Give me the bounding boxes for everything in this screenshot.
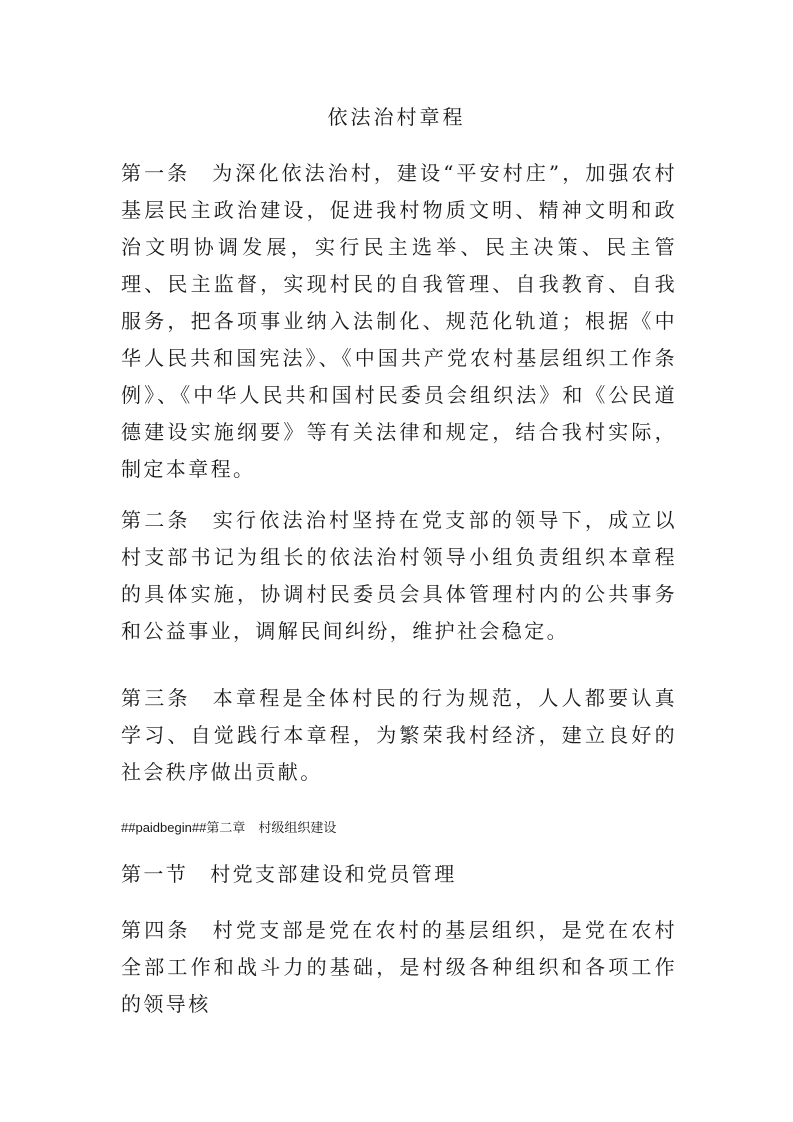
section-label: 第一节 [121,862,189,886]
article-3-label: 第三条 [121,686,191,710]
paid-marker-tag: ##paidbegin## [121,820,207,835]
article-4-label: 第四条 [121,918,191,942]
article-2-text: 实行依法治村坚持在党支部的领导下，成立以村支部书记为组长的依法治村领导小组负责组织本章程的具体实施，协调村民委员会具体管理村内的公共事务和公益事业，调解民间纠纷，维护社会稳定。 [121,508,677,643]
article-1-text: 为深化依法治村，建设“平安村庄”，加强农村基层民主政治建设，促进我村物质文明、精神文明和政治文明协调发展，实行民主选举、民主决策、民主管理、民主监督，实现村民的自我管理、自我教育、自我服务，把各项事业纳入法制化、规范化轨道；根据《中华人民共和国宪法》、《中国共产党农村基层组织工作条例》、《中华人民共和国村民委员会组织法》和《公民道德建设实施纲要》等有关法律和规定，结合我村实际，制定本章程。 [121,161,677,481]
article-2 [121,502,677,650]
article-4-text: 村党支部是党在农村的基层组织，是党在农村全部工作和战斗力的基础，是村级各种组织和各项工作的领导核 [121,918,677,1016]
article-4 [121,912,677,1023]
document-title: 依法治村章程 [327,105,466,129]
chapter-marker [121,818,336,839]
article-2-label: 第二条 [121,508,191,532]
article-3-text: 本章程是全体村民的行为规范，人人都要认真学习、自觉践行本章程，为繁荣我村经济，建立良好的社会秩序做出贡献。 [121,686,677,784]
section-heading [121,858,457,890]
chapter-heading: 第二章 村级组织建设 [206,821,337,836]
article-1 [121,155,677,488]
article-1-label: 第一条 [121,161,191,185]
article-3 [121,680,677,791]
section-title: 村党支部建设和党员管理 [210,862,457,886]
